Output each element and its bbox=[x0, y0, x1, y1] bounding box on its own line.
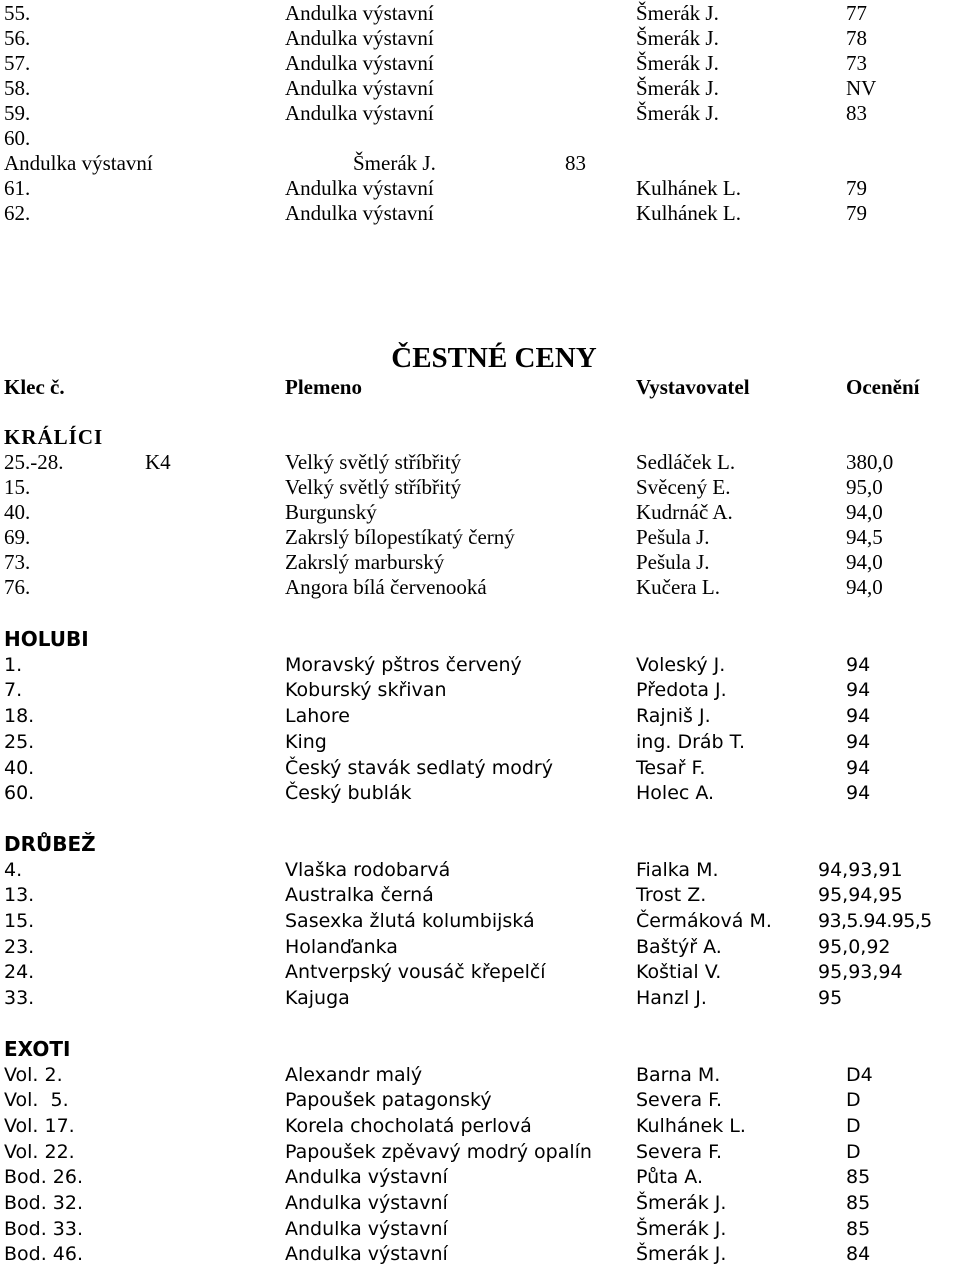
entry-award: 94 bbox=[846, 731, 871, 753]
entry-score: 79 bbox=[846, 176, 867, 200]
entry-exhibitor: Barna M. bbox=[636, 1064, 721, 1086]
entry-number: 61. bbox=[4, 176, 31, 200]
entry-award: 94,5 bbox=[846, 525, 883, 549]
entry-award: 85 bbox=[846, 1166, 871, 1188]
entry-number: 56. bbox=[4, 26, 31, 50]
entry-number: 23. bbox=[4, 936, 35, 958]
entry-exhibitor: Hanzl J. bbox=[636, 987, 707, 1009]
entry-number: 62. bbox=[4, 201, 31, 225]
entry-exhibitor: Tesař F. bbox=[636, 757, 706, 779]
entry-number: 40. bbox=[4, 500, 31, 524]
entry-exhibitor: Sedláček L. bbox=[636, 450, 736, 474]
entry-exhibitor: Šmerák J. bbox=[636, 1192, 727, 1214]
entry-award: 94 bbox=[846, 757, 871, 779]
entry-exhibitor: Severa F. bbox=[636, 1089, 723, 1111]
table-row bbox=[0, 1113, 960, 1139]
table-row bbox=[0, 677, 960, 703]
page-title: ČESTNÉ CENY bbox=[391, 342, 597, 374]
entry-score: 78 bbox=[846, 26, 867, 50]
entry-number: 58. bbox=[4, 76, 31, 100]
entry-number: 7. bbox=[4, 679, 23, 701]
entry-award: 94 bbox=[846, 654, 871, 676]
table-row bbox=[0, 729, 960, 755]
header-cage: Klec č. bbox=[4, 375, 65, 399]
table-row bbox=[0, 524, 960, 550]
entry-exhibitor: Trost Z. bbox=[636, 884, 707, 906]
entry-number: Vol. 5. bbox=[4, 1089, 69, 1111]
entry-exhibitor: Holec A. bbox=[636, 782, 715, 804]
entry-number: 69. bbox=[4, 525, 31, 549]
entry-breed: Andulka výstavní bbox=[285, 101, 434, 125]
entry-breed: Zakrslý bílopestíkatý černý bbox=[285, 525, 515, 549]
entry-score: 83 bbox=[846, 101, 867, 125]
entry-number: Vol. 22. bbox=[4, 1141, 75, 1163]
entry-award: 85 bbox=[846, 1218, 871, 1240]
list-item bbox=[0, 0, 960, 26]
entry-award: 95,0,92 bbox=[818, 936, 891, 958]
entry-score: 83 bbox=[565, 151, 586, 175]
entry-breed: King bbox=[285, 731, 327, 753]
entry-number: Bod. 46. bbox=[4, 1243, 84, 1265]
entry-exhibitor: Šmerák J. bbox=[636, 1, 719, 25]
header-exhibitor: Vystavovatel bbox=[636, 375, 750, 399]
entry-number: 60. bbox=[4, 782, 35, 804]
entry-exhibitor: ing. Dráb T. bbox=[636, 731, 746, 753]
table-row bbox=[0, 549, 960, 575]
table-row bbox=[0, 703, 960, 729]
entry-exhibitor: Kulhánek L. bbox=[636, 1115, 746, 1137]
entry-breed: Papoušek patagonský bbox=[285, 1089, 492, 1111]
entry-breed: Andulka výstavní bbox=[285, 1243, 448, 1265]
entry-exhibitor: Kudrnáč A. bbox=[636, 500, 733, 524]
table-row bbox=[0, 1190, 960, 1216]
entry-breed: Australka černá bbox=[285, 884, 434, 906]
entry-award: 380,0 bbox=[846, 450, 894, 474]
entry-award: 94,0 bbox=[846, 575, 883, 599]
entry-award: 94 bbox=[846, 679, 871, 701]
entry-score: NV bbox=[846, 76, 877, 100]
entry-award: 95,0 bbox=[846, 475, 883, 499]
table-row bbox=[0, 1241, 960, 1267]
table-row bbox=[0, 882, 960, 908]
table-row bbox=[0, 780, 960, 806]
entry-exhibitor: Rajniš J. bbox=[636, 705, 711, 727]
entry-exhibitor: Šmerák J. bbox=[636, 76, 719, 100]
list-item bbox=[0, 50, 960, 76]
entry-breed: Český stavák sedlatý modrý bbox=[285, 757, 553, 779]
entry-exhibitor: Severa F. bbox=[636, 1141, 723, 1163]
entry-exhibitor: Fialka M. bbox=[636, 859, 719, 881]
table-row bbox=[0, 499, 960, 525]
entry-number: Vol. 17. bbox=[4, 1115, 75, 1137]
entry-breed: Korela chocholatá perlová bbox=[285, 1115, 532, 1137]
table-row bbox=[0, 1164, 960, 1190]
entry-award: 94,93,91 bbox=[818, 859, 903, 881]
entry-award: 85 bbox=[846, 1192, 871, 1214]
entry-exhibitor: Baštýř A. bbox=[636, 936, 722, 958]
entry-exhibitor: Šmerák J. bbox=[636, 1243, 727, 1265]
section-title-poultry: DRŮBEŽ bbox=[4, 832, 96, 856]
entry-breed: Koburský skřivan bbox=[285, 679, 447, 701]
entry-number: Vol. 2. bbox=[4, 1064, 63, 1086]
entry-award: 95,93,94 bbox=[818, 961, 903, 983]
entry-score: 77 bbox=[846, 1, 867, 25]
table-row bbox=[0, 1062, 960, 1088]
entry-breed: Andulka výstavní bbox=[4, 151, 153, 175]
entry-breed: Andulka výstavní bbox=[285, 51, 434, 75]
entry-exhibitor: Koštial V. bbox=[636, 961, 722, 983]
list-item bbox=[0, 100, 960, 126]
entry-number: 15. bbox=[4, 910, 35, 932]
entry-award: D bbox=[846, 1089, 861, 1111]
entry-award: 94,0 bbox=[846, 550, 883, 574]
entry-award: 94 bbox=[846, 705, 871, 727]
entry-number: 40. bbox=[4, 757, 35, 779]
entry-breed: Andulka výstavní bbox=[285, 1192, 448, 1214]
entry-number: 1. bbox=[4, 654, 23, 676]
entry-award: 95 bbox=[818, 987, 843, 1009]
table-row bbox=[0, 1087, 960, 1113]
table-row bbox=[0, 449, 960, 475]
entry-breed: Vlaška rodobarvá bbox=[285, 859, 451, 881]
entry-number: 73. bbox=[4, 550, 31, 574]
entry-breed: Andulka výstavní bbox=[285, 1, 434, 25]
entry-exhibitor: Šmerák J. bbox=[353, 151, 436, 175]
table-row bbox=[0, 857, 960, 883]
entry-number: 55. bbox=[4, 1, 31, 25]
entry-number: 60. bbox=[4, 126, 31, 150]
entry-number: 15. bbox=[4, 475, 31, 499]
entry-breed: Andulka výstavní bbox=[285, 26, 434, 50]
entry-number: 25.-28. bbox=[4, 450, 64, 474]
entry-exhibitor: Pešula J. bbox=[636, 550, 710, 574]
entry-number: 33. bbox=[4, 987, 35, 1009]
table-row bbox=[0, 959, 960, 985]
entry-breed: Andulka výstavní bbox=[285, 201, 434, 225]
entry-exhibitor: Šmerák J. bbox=[636, 101, 719, 125]
entry-breed: Andulka výstavní bbox=[285, 1218, 448, 1240]
entry-exhibitor: Svěcený E. bbox=[636, 475, 731, 499]
entry-score: 79 bbox=[846, 201, 867, 225]
header-breed: Plemeno bbox=[285, 375, 362, 399]
entry-exhibitor: Půta A. bbox=[636, 1166, 704, 1188]
entry-score: 73 bbox=[846, 51, 867, 75]
entry-breed: Andulka výstavní bbox=[285, 76, 434, 100]
entry-award: 84 bbox=[846, 1243, 871, 1265]
section-title-rabbits: KRÁLÍCI bbox=[4, 425, 104, 449]
entry-award: 94,0 bbox=[846, 500, 883, 524]
entry-breed: Holanďanka bbox=[285, 936, 398, 958]
entry-cage: K4 bbox=[145, 450, 171, 474]
entry-breed: Angora bílá červenooká bbox=[285, 575, 487, 599]
entry-breed: Lahore bbox=[285, 705, 350, 727]
table-row bbox=[0, 908, 960, 934]
table-row bbox=[0, 755, 960, 781]
entry-breed: Moravský pštros červený bbox=[285, 654, 522, 676]
entry-breed: Antverpský vousáč křepelčí bbox=[285, 961, 546, 983]
entry-award: D bbox=[846, 1115, 861, 1137]
entry-breed: Český bublák bbox=[285, 782, 412, 804]
entry-breed: Alexandr malý bbox=[285, 1064, 423, 1086]
entry-exhibitor: Kulhánek L. bbox=[636, 201, 741, 225]
table-row bbox=[0, 985, 960, 1011]
table-row bbox=[0, 574, 960, 600]
table-row bbox=[0, 474, 960, 500]
list-item bbox=[0, 25, 960, 51]
entry-exhibitor: Šmerák J. bbox=[636, 26, 719, 50]
table-row bbox=[0, 1139, 960, 1165]
entry-number: 13. bbox=[4, 884, 35, 906]
entry-breed: Velký světlý stříbřitý bbox=[285, 450, 462, 474]
entry-breed: Velký světlý stříbřitý bbox=[285, 475, 462, 499]
entry-exhibitor: Voleský J. bbox=[636, 654, 726, 676]
entry-award: 93,5.94.95,5 bbox=[818, 910, 932, 932]
header-award: Ocenění bbox=[846, 375, 920, 399]
entry-breed: Andulka výstavní bbox=[285, 176, 434, 200]
table-row bbox=[0, 934, 960, 960]
column-headers bbox=[0, 374, 960, 400]
entry-award: 94 bbox=[846, 782, 871, 804]
entry-number: Bod. 33. bbox=[4, 1218, 84, 1240]
entry-number: 25. bbox=[4, 731, 35, 753]
list-item-wrapped bbox=[0, 150, 960, 176]
entry-breed: Sasexka žlutá kolumbijská bbox=[285, 910, 535, 932]
entry-breed: Andulka výstavní bbox=[285, 1166, 448, 1188]
table-row bbox=[0, 1216, 960, 1242]
entry-number: 18. bbox=[4, 705, 35, 727]
entry-exhibitor: Šmerák J. bbox=[636, 1218, 727, 1240]
section-title-exotics: EXOTI bbox=[4, 1037, 71, 1061]
list-item bbox=[0, 200, 960, 226]
entry-award: D4 bbox=[846, 1064, 873, 1086]
section-title-pigeons: HOLUBI bbox=[4, 627, 89, 651]
entry-breed: Papoušek zpěvavý modrý opalín bbox=[285, 1141, 592, 1163]
entry-number: 24. bbox=[4, 961, 35, 983]
entry-award: 95,94,95 bbox=[818, 884, 903, 906]
entry-exhibitor: Předota J. bbox=[636, 679, 727, 701]
entry-exhibitor: Čermáková M. bbox=[636, 910, 772, 932]
entry-number: Bod. 26. bbox=[4, 1166, 84, 1188]
entry-award: D bbox=[846, 1141, 861, 1163]
entry-exhibitor: Pešula J. bbox=[636, 525, 710, 549]
entry-number: Bod. 32. bbox=[4, 1192, 84, 1214]
list-item bbox=[0, 125, 960, 151]
entry-breed: Zakrslý marburský bbox=[285, 550, 445, 574]
entry-number: 4. bbox=[4, 859, 23, 881]
entry-number: 57. bbox=[4, 51, 31, 75]
entry-breed: Burgunský bbox=[285, 500, 377, 524]
list-item bbox=[0, 175, 960, 201]
entry-exhibitor: Kučera L. bbox=[636, 575, 720, 599]
list-item bbox=[0, 75, 960, 101]
entry-breed: Kajuga bbox=[285, 987, 350, 1009]
entry-exhibitor: Kulhánek L. bbox=[636, 176, 741, 200]
entry-exhibitor: Šmerák J. bbox=[636, 51, 719, 75]
entry-number: 59. bbox=[4, 101, 31, 125]
table-row bbox=[0, 652, 960, 678]
entry-number: 76. bbox=[4, 575, 31, 599]
